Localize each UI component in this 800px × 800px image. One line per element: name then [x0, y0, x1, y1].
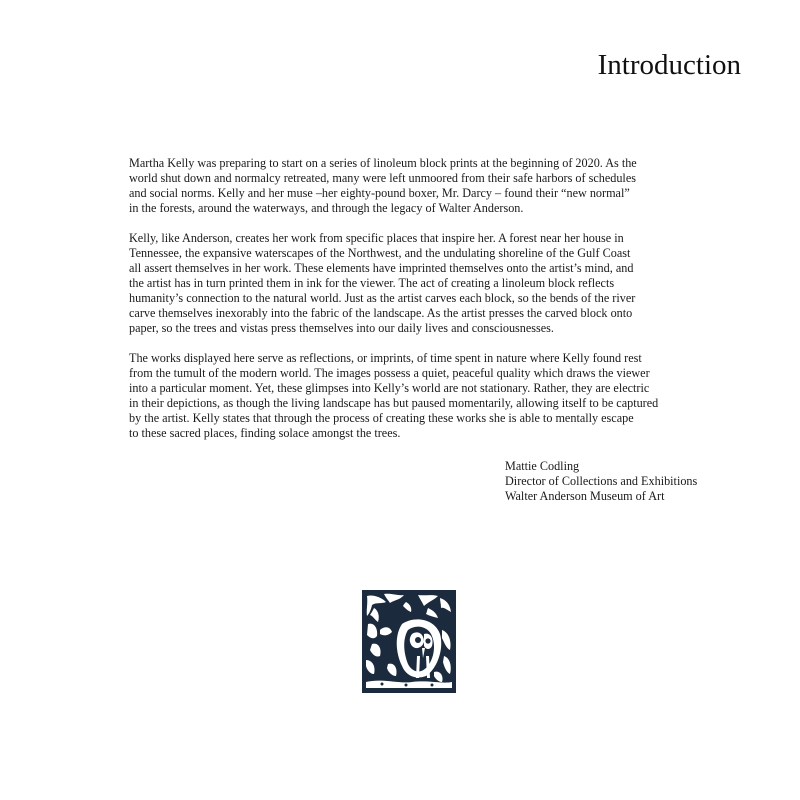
intro-body — [129, 156, 729, 456]
paragraph-line: world shut down and normalcy retreated, many were left unmoored from their safe harbors of schedules — [129, 171, 636, 185]
paragraph-2 — [129, 231, 729, 336]
paragraph-line: Tennessee, the expansive waterscapes of the Northwest, and the undulating shoreline of the Gulf Coast — [129, 246, 631, 260]
paragraph-line: in the forests, around the waterways, and through the legacy of Walter Anderson. — [129, 201, 524, 215]
paragraph-line: into a particular moment. Yet, these glimpses into Kelly’s world are not stationary. Rather, they are electric — [129, 381, 650, 395]
paragraph-line: Martha Kelly was preparing to start on a series of linoleum block prints at the beginning of 2020. As the — [129, 156, 637, 170]
paragraph-line: The works displayed here serve as reflections, or imprints, of time spent in nature where Kelly found rest — [129, 351, 642, 365]
paragraph-line: the artist has in turn printed them in ink for the viewer. The act of creating a linoleum block reflects — [129, 276, 615, 290]
signature-block — [505, 459, 697, 504]
paragraph-1 — [129, 156, 729, 216]
linocut-owl-print-icon — [362, 590, 456, 693]
paragraph-line: humanity’s connection to the natural world. Just as the artist carves each block, so the bends of the river — [129, 291, 636, 305]
paragraph-line: from the tumult of the modern world. The images possess a quiet, peaceful quality which draws the viewer — [129, 366, 650, 380]
paragraph-line: paper, so the trees and vistas press themselves into our daily lives and consciousnesses. — [129, 321, 554, 335]
signature-role: Director of Collections and Exhibitions — [505, 474, 698, 488]
page-title: Introduction — [597, 49, 741, 81]
signature-organization: Walter Anderson Museum of Art — [505, 489, 665, 503]
paragraph-line: in their depictions, as though the living landscape has but paused momentarily, allowing itself to be captured — [129, 396, 659, 410]
paragraph-line: all assert themselves in her work. These elements have imprinted themselves onto the artist’s mind, and — [129, 261, 634, 275]
paragraph-line: carve themselves inexorably into the fabric of the landscape. As the artist presses the carved block onto — [129, 306, 633, 320]
paragraph-3 — [129, 351, 729, 441]
paragraph-line: and social norms. Kelly and her muse –her eighty-pound boxer, Mr. Darcy – found their “new normal” — [129, 186, 630, 200]
signature-name: Mattie Codling — [505, 459, 580, 473]
paragraph-line: Kelly, like Anderson, creates her work from specific places that inspire her. A forest near her house in — [129, 231, 624, 245]
paragraph-line: to these sacred places, finding solace amongst the trees. — [129, 426, 401, 440]
paragraph-line: by the artist. Kelly states that through the process of creating these works she is able to mentally escape — [129, 411, 634, 425]
